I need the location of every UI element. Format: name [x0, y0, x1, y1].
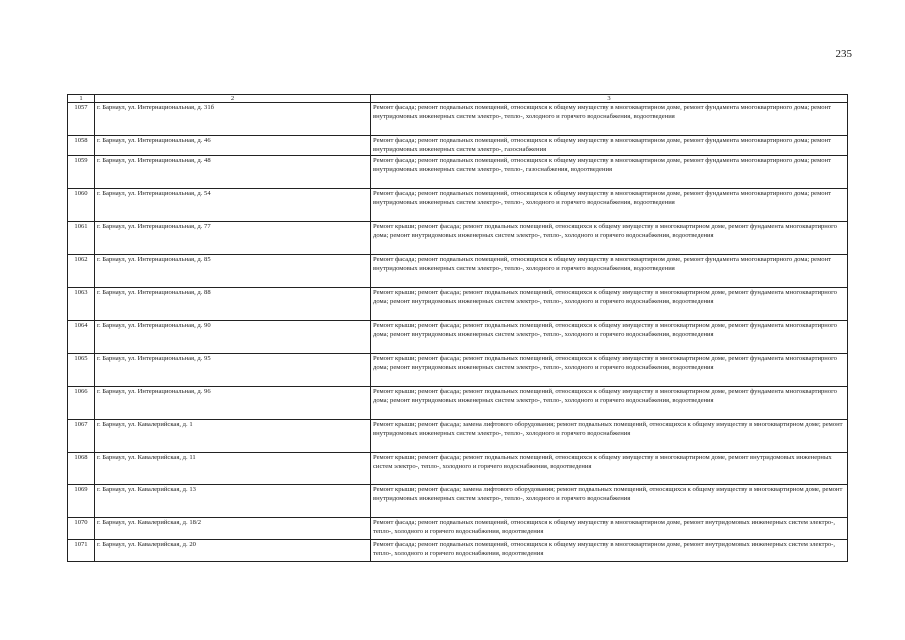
row-works: Ремонт крыши; ремонт фасада; замена лифтового оборудования; ремонт подвальных помещений, относящихся к общему имуществу в многоквартирном доме; ремонт внутридомовых инженерных систем электро-, тепло-, холодного и горячего водоснабжения [371, 420, 848, 453]
row-works: Ремонт крыши; ремонт фасада; ремонт подвальных помещений, относящихся к общему имуществу в многоквартирном доме, ремонт фундамента многоквартирного дома; ремонт внутридомовых инженерных систем электро-, тепло-, холодного и горячего водоснабжения, водоотведения [371, 321, 848, 354]
row-works: Ремонт крыши; ремонт фасада; ремонт подвальных помещений, относящихся к общему имуществу в многоквартирном доме, ремонт внутридомовых инженерных систем электро-, тепло-, холодного и горячего водоснабжения, водоотведения [371, 453, 848, 485]
row-address: г. Барнаул, ул. Интернациональная, д. 48 [95, 156, 371, 189]
row-number: 1060 [68, 189, 95, 222]
table-row [68, 485, 848, 518]
row-address: г. Барнаул, ул. Кавалерийская, д. 20 [95, 540, 371, 562]
row-number: 1061 [68, 222, 95, 255]
row-works: Ремонт фасада; ремонт подвальных помещений, относящихся к общему имуществу в многоквартирном доме, ремонт фундамента многоквартирного дома; ремонт внутридомовых инженерных систем электро-, тепло-, холодного и горячего водоснабжения, водоотведения [371, 189, 848, 222]
row-works: Ремонт крыши; ремонт фасада; замена лифтового оборудования; ремонт подвальных помещений, относящихся к общему имуществу в многоквартирном доме, ремонт внутридомовых инженерных систем электро-, тепло-, холодного и горячего водоснабжения [371, 485, 848, 518]
row-works: Ремонт крыши; ремонт фасада; ремонт подвальных помещений, относящихся к общему имуществу в многоквартирном доме, ремонт фундамента многоквартирного дома; ремонт внутридомовых инженерных систем электро-, тепло-, холодного и горячего водоснабжения, водоотведения [371, 354, 848, 387]
row-address: г. Барнаул, ул. Интернациональная, д. 90 [95, 321, 371, 354]
page-number: 235 [835, 48, 852, 60]
row-address: г. Барнаул, ул. Кавалерийская, д. 11 [95, 453, 371, 485]
row-number: 1070 [68, 518, 95, 540]
table-body [68, 103, 848, 562]
row-works: Ремонт фасада; ремонт подвальных помещений, относящихся к общему имуществу в многоквартирном доме, ремонт фундамента многоквартирного дома; ремонт внутридомовых инженерных систем электро-, тепло-, холодного и горячего водоснабжения, водоотведения [371, 255, 848, 288]
table-row [68, 288, 848, 321]
row-works: Ремонт фасада; ремонт подвальных помещений, относящихся к общему имуществу в многоквартирном доме, ремонт внутридомовых инженерных систем электро-, тепло-, холодного и горячего водоснабжения, водоотведения [371, 518, 848, 540]
header-col-2: 2 [95, 95, 371, 103]
row-address: г. Барнаул, ул. Интернациональная, д. 54 [95, 189, 371, 222]
row-works: Ремонт крыши; ремонт фасада; ремонт подвальных помещений, относящихся к общему имуществу в многоквартирном доме, ремонт фундамента многоквартирного дома; ремонт внутридомовых инженерных систем электро-, тепло-, холодного и горячего водоснабжения, водоотведения [371, 222, 848, 255]
row-number: 1066 [68, 387, 95, 420]
row-address: г. Барнаул, ул. Интернациональная, д. 88 [95, 288, 371, 321]
row-address: г. Барнаул, ул. Интернациональная, д. 46 [95, 136, 371, 156]
row-address: г. Барнаул, ул. Кавалерийская, д. 13 [95, 485, 371, 518]
row-number: 1068 [68, 453, 95, 485]
row-address: г. Барнаул, ул. Кавалерийская, д. 1 [95, 420, 371, 453]
table-row [68, 103, 848, 136]
table-row [68, 222, 848, 255]
row-number: 1064 [68, 321, 95, 354]
row-works: Ремонт крыши; ремонт фасада; ремонт подвальных помещений, относящихся к общему имуществу в многоквартирном доме, ремонт фундамента многоквартирного дома; ремонт внутридомовых инженерных систем электро-, тепло-, холодного и горячего водоснабжения, водоотведения [371, 387, 848, 420]
row-number: 1069 [68, 485, 95, 518]
row-address: г. Барнаул, ул. Интернациональная, д. 96 [95, 387, 371, 420]
row-works: Ремонт фасада; ремонт подвальных помещений, относящихся к общему имуществу в многоквартирном доме, ремонт внутридомовых инженерных систем электро-, тепло-, холодного и горячего водоснабжения, водоотведения [371, 540, 848, 562]
table-row [68, 420, 848, 453]
row-address: г. Барнаул, ул. Интернациональная, д. 95 [95, 354, 371, 387]
row-address: г. Барнаул, ул. Интернациональная, д. 31б [95, 103, 371, 136]
table-row [68, 189, 848, 222]
row-number: 1071 [68, 540, 95, 562]
row-works: Ремонт фасада; ремонт подвальных помещений, относящихся к общему имуществу в многоквартирном доме, ремонт фундамента многоквартирного дома; ремонт внутридомовых инженерных систем электро-, тепло-, газоснабжения, водоотведения [371, 156, 848, 189]
row-address: г. Барнаул, ул. Интернациональная, д. 85 [95, 255, 371, 288]
table-header-row [68, 95, 848, 103]
row-number: 1058 [68, 136, 95, 156]
row-number: 1062 [68, 255, 95, 288]
row-number: 1067 [68, 420, 95, 453]
table-row [68, 255, 848, 288]
table-row [68, 156, 848, 189]
header-col-1: 1 [68, 95, 95, 103]
row-works: Ремонт фасада; ремонт подвальных помещений, относящихся к общему имуществу в многоквартирном доме, ремонт фундамента многоквартирного дома; ремонт внутридомовых инженерных систем электро-, тепло-, холодного и горячего водоснабжения, водоотведения [371, 103, 848, 136]
row-works: Ремонт фасада; ремонт подвальных помещений, относящихся к общему имуществу в многоквартирном доме, ремонт фундамента многоквартирного дома; ремонт внутридомовых инженерных систем электро-, газоснабжения [371, 136, 848, 156]
row-number: 1057 [68, 103, 95, 136]
table-row [68, 453, 848, 485]
row-number: 1065 [68, 354, 95, 387]
table-row [68, 518, 848, 540]
row-address: г. Барнаул, ул. Кавалерийская, д. 18/2 [95, 518, 371, 540]
row-works: Ремонт крыши; ремонт фасада; ремонт подвальных помещений, относящихся к общему имуществу в многоквартирном доме, ремонт фундамента многоквартирного дома; ремонт внутридомовых инженерных систем электро-, тепло-, холодного и горячего водоснабжения, водоотведения [371, 288, 848, 321]
repair-works-table [67, 94, 848, 562]
row-number: 1059 [68, 156, 95, 189]
table-row [68, 321, 848, 354]
row-address: г. Барнаул, ул. Интернациональная, д. 77 [95, 222, 371, 255]
table-row [68, 136, 848, 156]
row-number: 1063 [68, 288, 95, 321]
table-row [68, 354, 848, 387]
header-col-3: 3 [371, 95, 848, 103]
table-row [68, 387, 848, 420]
table-row [68, 540, 848, 562]
